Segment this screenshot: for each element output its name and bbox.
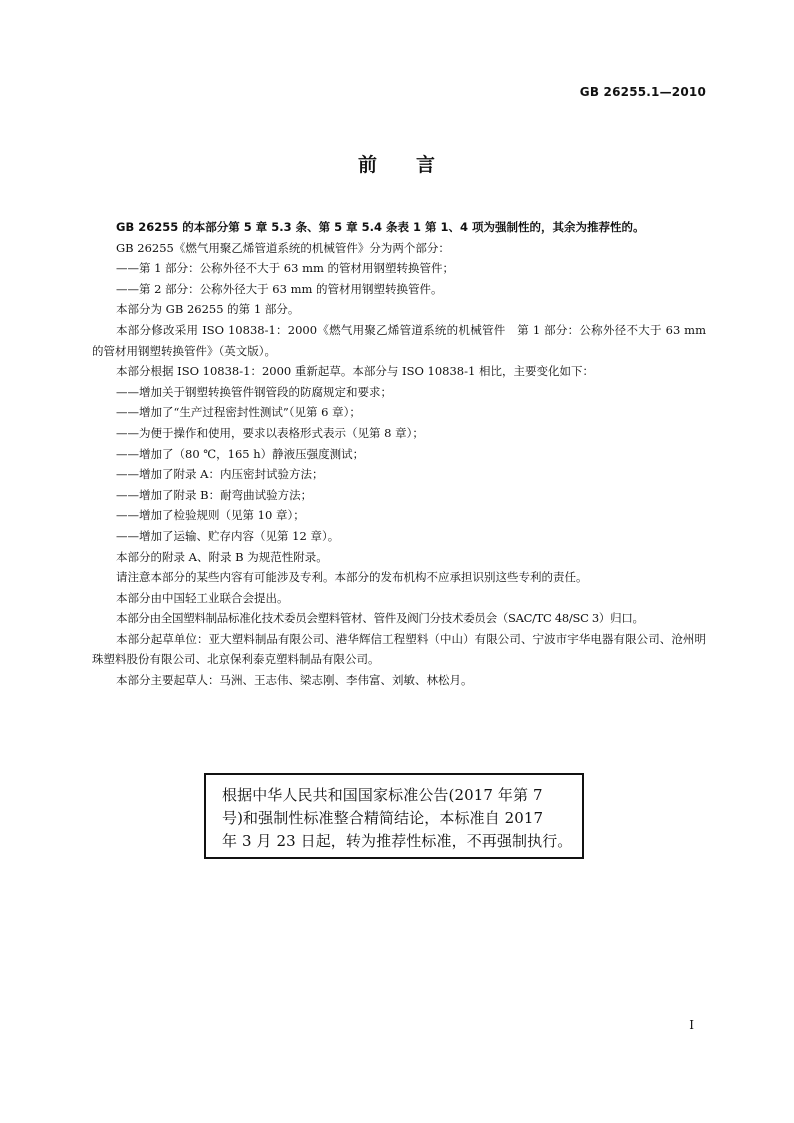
notice-line: 号)和强制性标准整合精简结论，本标准自 2017 [222, 809, 544, 827]
list-item: ——增加了“生产过程密封性测试”（见第 6 章）； [116, 405, 361, 420]
paragraph: 本部分主要起草人：马洲、王志伟、梁志刚、李伟富、刘敏、林松月。 [116, 673, 473, 688]
list-item: ——增加了附录 B：耐弯曲试验方法； [116, 487, 313, 502]
foreword-body [92, 217, 706, 691]
list-item: ——第 2 部分：公称外径大于 63 mm 的管材用钢塑转换管件。 [116, 281, 443, 296]
title-char-2: 言 [416, 154, 437, 176]
page-number: I [689, 1018, 694, 1032]
paragraph: GB 26255《燃气用聚乙烯管道系统的机械管件》分为两个部分： [116, 240, 450, 255]
list-item: ——第 1 部分：公称外径不大于 63 mm 的管材用钢塑转换管件； [116, 261, 455, 276]
paragraph-mandatory-clause: GB 26255 的本部分第 5 章 5.3 条、第 5 章 5.4 条表 1 第 1、4 项为强制性的，其余为推荐性的。 [116, 220, 645, 234]
list-item: ——增加了（80 ℃，165 h）静液压强度测试； [116, 446, 365, 461]
paragraph: 请注意本部分的某些内容有可能涉及专利。本部分的发布机构不应承担识别这些专利的责任。 [116, 570, 588, 585]
list-item: ——增加了检验规则（见第 10 章）； [116, 508, 305, 523]
paragraph: 本部分根据 ISO 10838-1：2000 重新起草。本部分与 ISO 10838-1 相比，主要变化如下： [116, 364, 594, 379]
status-notice-box [204, 773, 584, 859]
notice-line: 年 3 月 23 日起，转为推荐性标准，不再强制执行。 [222, 832, 573, 850]
paragraph: 本部分由中国轻工业联合会提出。 [116, 590, 289, 605]
list-item: ——增加了附录 A：内压密封试验方法； [116, 467, 324, 482]
paragraph: 本部分为 GB 26255 的第 1 部分。 [116, 302, 300, 317]
paragraph: 本部分修改采用 ISO 10838-1：2000《燃气用聚乙烯管道系统的机械管件 第 1 部分：公称外径不大于 63 mm 的管材用钢塑转换管件》（英文版）。 [92, 322, 706, 358]
paragraph: 本部分起草单位：亚大塑料制品有限公司、港华辉信工程塑料（中山）有限公司、宁波市宇华电器有限公司、沧州明珠塑料股份有限公司、北京保利泰克塑料制品有限公司。 [92, 631, 706, 667]
title-char-1: 前 [357, 154, 378, 176]
paragraph: 本部分由全国塑料制品标准化技术委员会塑料管材、管件及阀门分技术委员会（SAC/TC 48/SC 3）归口。 [116, 611, 644, 626]
page-title [0, 150, 794, 177]
list-item: ——增加关于钢塑转换管件钢管段的防腐规定和要求； [116, 384, 392, 399]
standard-number: GB 26255.1—2010 [579, 85, 706, 99]
list-item: ——为便于操作和使用，要求以表格形式表示（见第 8 章）； [116, 425, 424, 440]
notice-line: 根据中华人民共和国国家标准公告(2017 年第 7 [222, 786, 543, 804]
list-item: ——增加了运输、贮存内容（见第 12 章）。 [116, 528, 340, 543]
paragraph: 本部分的附录 A、附录 B 为规范性附录。 [116, 549, 328, 564]
